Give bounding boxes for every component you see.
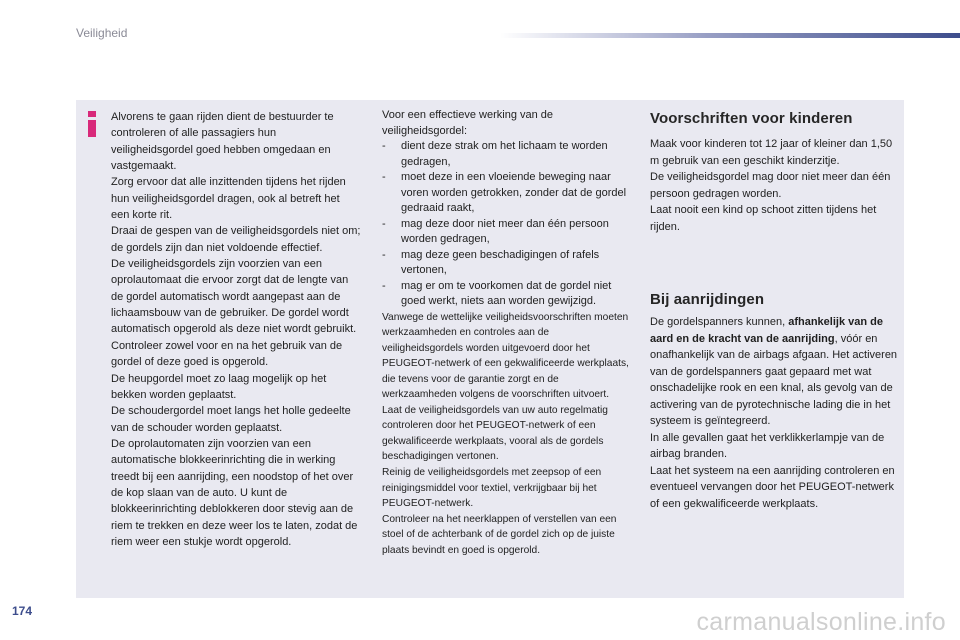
collisions-text xyxy=(650,314,902,512)
paragraph: De veiligheidsgordel mag door niet meer dan één persoon gedragen worden. xyxy=(650,171,891,200)
paragraph: Controleer na het neerklappen of verstellen van een stoel of de achterbank of de gordel zich op de juiste plaats bevindt en goed is opgerold. xyxy=(382,513,617,556)
emphasis: afhankelijk van de aard en de kracht van de aanrijding xyxy=(650,316,883,345)
paragraph: Alvorens te gaan rijden dient de bestuurder te controleren of alle passagiers hun veiligheidsgordel goed hebben omgedaan en vastgemaakt. xyxy=(111,111,334,173)
list-item-text: dient deze strak om het lichaam te worden gedragen, xyxy=(401,140,608,168)
list-dash: - xyxy=(382,279,386,292)
list-item-text: mag deze geen beschadigingen of rafels vertonen, xyxy=(401,248,600,276)
paragraph: De veiligheidsgordels zijn voorzien van een oprolautomaat die ervoor zorgt dat de lengte van de gordel automatisch wordt aangepast aan de lichaamsbouw van de gebruiker. De gordel wordt automatisch opgerold als deze niet wordt gebruikt. xyxy=(111,258,357,336)
paragraph: Laat de veiligheidsgordels van uw auto regelmatig controleren door het PEUGEOT-netwerk of een gekwalificeerde werkplaats, vooral als de gordels beschadigingen vertonen. xyxy=(382,404,608,463)
paragraph: In alle gevallen gaat het verklikkerlampje van de airbag branden. xyxy=(650,431,885,460)
paragraph: Draai de gespen van de veiligheidsgordels niet om; de gordels zijn dan niet voldoende effectief. xyxy=(111,225,361,254)
watermark: carmanualsonline.info xyxy=(696,608,946,636)
paragraph: Controleer zowel voor en na het gebruik van de gordel of deze goed is opgerold. xyxy=(111,339,343,369)
paragraph: Laat het systeem na een aanrijding controleren en eventueel vervangen door het PEUGEOT-netwerk of een gekwalificeerde werkplaats. xyxy=(650,464,895,510)
paragraph: Maak voor kinderen tot 12 jaar of kleiner dan 1,50 m gebruik van een geschikt kinderzitje. xyxy=(650,138,893,167)
list-dash: - xyxy=(382,248,386,261)
paragraph xyxy=(650,314,902,430)
list-intro: Voor een effectieve werking van de veiligheidsgordel: xyxy=(382,109,554,137)
paragraph: Vanwege de wettelijke veiligheidsvoorschriften moeten werkzaamheden en controles aan de veiligheidsgordels worden uitgevoerd door het PEUGEOT-netwerk of een gekwalificeerde werkplaats, die tevens voor de garantie zorgt en de werkzaamheden volgens de voorschriften uitvoert. xyxy=(382,311,629,401)
list-item xyxy=(382,217,632,248)
paragraph: De schoudergordel moet langs het holle gedeelte van de schouder worden geplaatst. xyxy=(111,405,351,434)
list-item xyxy=(382,139,632,170)
list-dash: - xyxy=(382,171,386,183)
seatbelt-usage-column xyxy=(382,108,632,558)
heading-children: Voorschriften voor kinderen xyxy=(650,110,853,127)
seatbelt-info-column xyxy=(111,109,361,550)
children-and-collisions-column xyxy=(650,110,902,512)
info-icon xyxy=(85,111,99,137)
header-accent-bar xyxy=(500,33,960,38)
children-text xyxy=(650,136,902,235)
page-number: 174 xyxy=(12,604,33,618)
list-item-text: mag deze door niet meer dan één persoon worden gedragen, xyxy=(401,217,609,245)
text-run: De gordelspanners kunnen, xyxy=(650,316,789,328)
list-item-text: mag er om te voorkomen dat de gordel niet goed werkt, niets aan worden gewijzigd. xyxy=(401,279,612,307)
paragraph: Zorg ervoor dat alle inzittenden tijdens het rijden hun veiligheidsgordel dragen, ook al betreft het een korte rit. xyxy=(111,176,346,222)
paragraph: De heupgordel moet zo laag mogelijk op het bekken worden geplaatst. xyxy=(111,372,327,401)
paragraph: Reinig de veiligheidsgordels met zeepsop of een reinigingsmiddel voor textiel, verkrijgbaar bij het PEUGEOT-netwerk. xyxy=(382,466,602,510)
paragraph: Laat nooit een kind op schoot zitten tijdens het rijden. xyxy=(650,204,877,233)
section-title: Veiligheid xyxy=(76,26,128,40)
list-dash: - xyxy=(382,140,386,152)
list-dash: - xyxy=(382,217,386,230)
list-item xyxy=(382,279,632,310)
info-icon-dot xyxy=(88,111,96,117)
paragraph: De oprolautomaten zijn voorzien van een automatische blokkeerinrichting die in werking treedt bij een aanrijding, een noodstop of het over de kop slaan van de auto. U kunt de blokkeerinrichting deblokkeren door stevig aan de riem te trekken en deze weer los te laten, zodat de riem weer een stukje wordt opgerold. xyxy=(111,437,358,548)
text-run: , vóór en onafhankelijk van de airbags afgaan. Het activeren van de gordelspanners gaat gepaard met wat onschadelijke rook en een knal, als gevolg van de activering van de pyrotechnische lading die in het systeem is geïntegreerd. xyxy=(650,332,898,427)
list-item xyxy=(382,170,632,217)
info-icon-stem xyxy=(88,120,96,137)
list-item xyxy=(382,248,632,279)
list-item-text: moet deze in een vloeiende beweging naar voren worden getrokken, zonder dat de gordel gedraaid raakt, xyxy=(401,171,627,214)
heading-collisions: Bij aanrijdingen xyxy=(650,291,765,308)
